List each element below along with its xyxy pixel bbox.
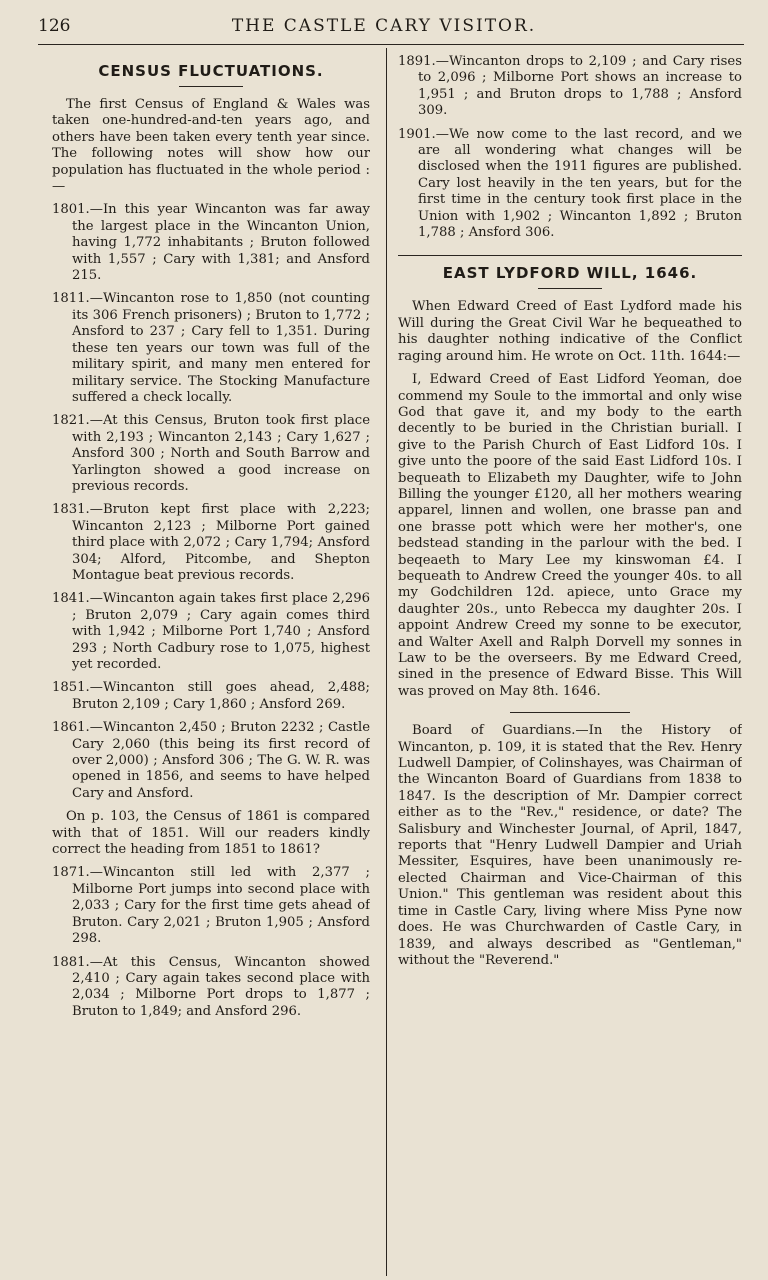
census-intro: The first Census of England & Wales was taken one-hundred-and-ten years ago, and others have been taken every tenth year since. The following notes will show how our population has fluctuated in the whole period :—	[52, 97, 370, 195]
census-note-1861: On p. 103, the Census of 1861 is compared with that of 1851. Will our readers kindly correct the heading from 1851 to 1861?	[52, 809, 370, 858]
census-entry-1841: 1841.—Wincanton again takes first place 2,296 ; Bruton 2,079 ; Cary again comes third with 1,942 ; Milborne Port 1,740 ; Ansford 293 ; North Cadbury rose to 1,075, highest yet recorded.	[52, 591, 370, 672]
title-rule	[179, 86, 243, 87]
left-column	[52, 54, 370, 1276]
will-text: I, Edward Creed of East Lidford Yeoman, doe commend my Soule to the immortal and only wise God that gave it, and my body to the earth decently to be buried in the Christian buriall. I give to the Parish Church of East Lidford 10s. I give unto the poore of the said East Lidford 10s. I bequeath to Elizabeth my Daughter, wife to John Billing the younger £120, all her mothers wearing apparel, linnen and wollen, one brasse pan and one brasse pott which were her mother's, one bedstead standing in the parlour with the bed. I beqeaeth to Mary Lee my kinswoman £4. I bequeath to Andrew Creed the younger 40s. to all my Godchildren 12d. apiece, unto Grace my daughter 20s., unto Rebecca my daughter 20s. I appoint Andrew Creed my sonne to be executor, and Walter Axell and Ralph Dorvell my sonnes in Law to be the overseers. By me Edward Creed, sined in the presence of Edward Bisse. This Will was proved on May 8th. 1646.	[398, 372, 742, 699]
census-entry-1901: 1901.—We now come to the last record, and we are all wondering what changes will be disclosed when the 1911 figures are published. Cary lost heavily in the ten years, but for the first time in the century took first place in the Union with 1,902 ; Wincanton 1,892 ; Bruton 1,788 ; Ansford 306.	[398, 126, 742, 241]
census-entry-1881: 1881.—At this Census, Wincanton showed 2,410 ; Cary again takes second place with 2,034 ; Milborne Port drops to 1,877 ; Bruton to 1,849; and Ansford 296.	[52, 954, 370, 1019]
column-rule	[386, 48, 387, 1276]
census-entry-1891: 1891.—Wincanton drops to 2,109 ; and Cary rises to 2,096 ; Milborne Port shows an increase to 1,951 ; and Bruton drops to 1,788 ; Ansford 309.	[398, 54, 742, 119]
right-column	[398, 54, 742, 1276]
guardians-paragraph: Board of Guardians.—In the History of Wincanton, p. 109, it is stated that the Rev. Henry Ludwell Dampier, of Colinshayes, was Chairman of the Wincanton Board of Guardians from 1838 to 1847. Is the description of Mr. Dampier correct either as to the "Rev.," residence, or date? The Salisbury and Winchester Journal, of April, 1847, reports that "Henry Ludwell Dampier and Uriah Messiter, Esquires, have been unanimously re-elected Chairman and Vice-Chairman of this Union." This gentleman was resident about this time in Castle Cary, living where Miss Pyne now does. He was Churchwarden of Castle Cary, in 1839, and always described as "Gentleman," without the "Reverend."	[398, 723, 742, 968]
title-rule	[538, 288, 602, 289]
census-entry-1801: 1801.—In this year Wincanton was far away the largest place in the Wincanton Union, having 1,772 inhabitants ; Bruton followed with 1,557 ; Cary with 1,381; and Ansford 215.	[52, 202, 370, 284]
census-entry-1821: 1821.—At this Census, Bruton took first place with 2,193 ; Wincanton 2,143 ; Cary 1,627 ; Ansford 300 ; North and South Barrow and Yarlington showed a good increase on previous records.	[52, 413, 370, 494]
section-divider	[510, 712, 630, 713]
page-header	[0, 10, 768, 44]
census-entry-1861: 1861.—Wincanton 2,450 ; Bruton 2232 ; Castle Cary 2,060 (this being its first record of over 2,000) ; Ansford 306 ; The G. W. R. was opened in 1856, and seems to have helped Cary and Ansford.	[52, 720, 370, 801]
will-title: EAST LYDFORD WILL, 1646.	[442, 264, 698, 283]
census-entry-1811: 1811.—Wincanton rose to 1,850 (not counting its 306 French prisoners) ; Bruton to 1,772 ; Ansford to 237 ; Cary fell to 1,351. During these ten years our town was full of the military spirit, and many men entered for military service. The Stocking Manufacture suffered a check locally.	[52, 291, 370, 405]
running-title: THE CASTLE CARY VISITOR.	[231, 16, 537, 36]
census-entry-1831: 1831.—Bruton kept first place with 2,223; Wincanton 2,123 ; Milborne Port gained third place with 2,072 ; Cary 1,794; Ansford 304; Alford, Pitcombe, and Shepton Montague beat previous records.	[52, 502, 370, 583]
census-title: CENSUS FLUCTUATIONS.	[98, 62, 324, 80]
census-entry-1871: 1871.—Wincanton still led with 2,377 ; Milborne Port jumps into second place with 2,033 ; Cary for the first time gets ahead of Bruton. Cary 2,021 ; Bruton 1,905 ; Ansford 298.	[52, 865, 370, 947]
header-rule	[38, 44, 744, 45]
will-intro: When Edward Creed of East Lydford made his Will during the Great Civil War he bequeathed to his daughter nothing indicative of the Conflict raging around him. He wrote on Oct. 11th. 1644:—	[398, 299, 742, 364]
page-number: 126	[38, 16, 71, 36]
census-entry-1851: 1851.—Wincanton still goes ahead, 2,488; Bruton 2,109 ; Cary 1,860 ; Ansford 269.	[52, 680, 370, 712]
section-divider	[398, 255, 742, 256]
